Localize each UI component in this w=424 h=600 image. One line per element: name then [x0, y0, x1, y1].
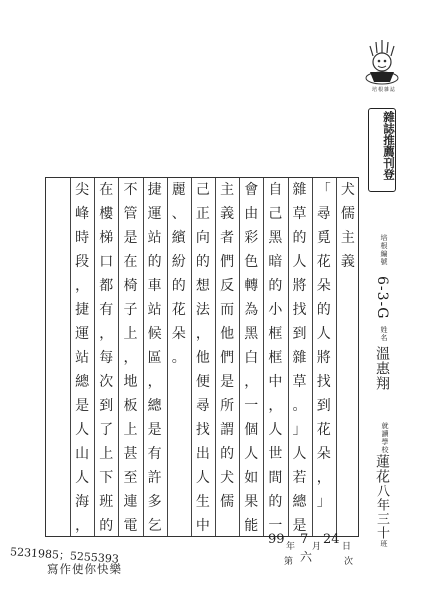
manuscript-character: 中	[268, 374, 283, 390]
manuscript-character: 人	[268, 422, 283, 438]
manuscript-character: 找	[292, 302, 307, 318]
manuscript-character: ，	[316, 470, 331, 486]
manuscript-character: 出	[195, 446, 210, 462]
manuscript-grid	[45, 177, 359, 537]
school-value: 蓮花	[374, 454, 390, 484]
manuscript-character: 尋	[316, 206, 331, 222]
manuscript-character: 了	[99, 422, 114, 438]
manuscript-character: 己	[268, 206, 283, 222]
manuscript-character: 主	[340, 230, 355, 246]
manuscript-character: 一	[268, 518, 283, 534]
serial-value: 6-3-G	[374, 276, 390, 320]
manuscript-character: 許	[147, 470, 162, 486]
manuscript-character: 是	[123, 230, 138, 246]
manuscript-character: 運	[147, 206, 162, 222]
manuscript-character: 是	[220, 374, 235, 390]
manuscript-character: 上	[123, 422, 138, 438]
manuscript-character: 彩	[244, 230, 259, 246]
manuscript-character: 將	[316, 350, 331, 366]
manuscript-character: 海	[75, 494, 90, 510]
manuscript-character: 是	[292, 518, 307, 534]
manuscript-character: 上	[99, 446, 114, 462]
manuscript-character: 樓	[99, 206, 114, 222]
bacon-mascot-logo	[360, 38, 404, 90]
manuscript-character: 每	[99, 350, 114, 366]
manuscript-character: 的	[292, 230, 307, 246]
manuscript-character: 反	[220, 278, 235, 294]
manuscript-character: 的	[220, 446, 235, 462]
manuscript-character: 繽	[171, 230, 186, 246]
manuscript-character: 花	[171, 302, 186, 318]
manuscript-character: ，	[99, 326, 114, 342]
manuscript-character: 覓	[316, 230, 331, 246]
manuscript-character: 們	[220, 254, 235, 270]
manuscript-character: 框	[268, 326, 283, 342]
manuscript-character: ，	[268, 398, 283, 414]
recommend-label: 雜誌推薦刊登	[382, 111, 396, 180]
manuscript-character: 間	[268, 470, 283, 486]
manuscript-character: 多	[147, 494, 162, 510]
manuscript-character: 正	[195, 206, 210, 222]
manuscript-character: 小	[268, 302, 283, 318]
manuscript-character: 朵	[316, 446, 331, 462]
manuscript-character: 如	[244, 470, 259, 486]
manuscript-character: 電	[123, 518, 138, 534]
manuscript-character: 山	[75, 446, 90, 462]
manuscript-character: ，	[75, 278, 90, 294]
manuscript-character: 的	[316, 302, 331, 318]
manuscript-character: 總	[75, 374, 90, 390]
manuscript-character: 花	[316, 254, 331, 270]
manuscript-character: 雜	[292, 182, 307, 198]
manuscript-character: 站	[147, 230, 162, 246]
manuscript-character: 將	[292, 278, 307, 294]
manuscript-character: 為	[244, 302, 259, 318]
manuscript-character: 捷	[75, 302, 90, 318]
stamp-caption: 培根雜誌	[371, 87, 396, 93]
manuscript-character: 區	[147, 350, 162, 366]
manuscript-character: 不	[123, 182, 138, 198]
name-label: 姓名	[380, 326, 388, 342]
manuscript-character: 子	[123, 302, 138, 318]
manuscript-character: 轉	[244, 278, 259, 294]
manuscript-character: 地	[123, 374, 138, 390]
manuscript-character: 自	[268, 182, 283, 198]
manuscript-character: 時	[75, 230, 90, 246]
manuscript-character: 。	[292, 398, 307, 414]
manuscript-character: 至	[123, 470, 138, 486]
manuscript-character: 犬	[220, 470, 235, 486]
manuscript-character: ，	[244, 374, 259, 390]
manuscript-character: 人	[195, 470, 210, 486]
manuscript-character: 便	[195, 374, 210, 390]
school-label: 就讀學校	[381, 422, 389, 454]
manuscript-character: 總	[147, 398, 162, 414]
manuscript-character: 在	[99, 182, 114, 198]
manuscript-character: 的	[147, 254, 162, 270]
manuscript-character: 義	[340, 254, 355, 270]
manuscript-character: 黑	[244, 326, 259, 342]
manuscript-character: 果	[244, 494, 259, 510]
manuscript-character: 想	[195, 278, 210, 294]
manuscript-character: 車	[147, 278, 162, 294]
manuscript-character: 運	[75, 326, 90, 342]
manuscript-character: 、	[171, 206, 186, 222]
manuscript-character: 人	[292, 446, 307, 462]
grade-value: 八年三十	[374, 484, 389, 540]
manuscript-character: 找	[195, 422, 210, 438]
manuscript-character: 己	[195, 182, 210, 198]
manuscript-character: 紛	[171, 254, 186, 270]
manuscript-character: 段	[75, 254, 90, 270]
manuscript-character: ，	[123, 350, 138, 366]
manuscript-character: 在	[123, 254, 138, 270]
manuscript-character: 謂	[220, 422, 235, 438]
manuscript-character: 花	[316, 422, 331, 438]
manuscript-character: 上	[123, 326, 138, 342]
footer-slogan: 寫作使你快樂	[47, 562, 122, 576]
count-suffix: 次	[344, 557, 354, 567]
manuscript-character: 能	[244, 518, 259, 534]
manuscript-character: 黑	[268, 230, 283, 246]
manuscript-character: 生	[195, 494, 210, 510]
manuscript-character: 色	[244, 254, 259, 270]
manuscript-character: 中	[195, 518, 210, 534]
manuscript-character: 到	[99, 398, 114, 414]
manuscript-character: 候	[147, 326, 162, 342]
manuscript-character: 下	[99, 470, 114, 486]
manuscript-character: 尖	[75, 182, 90, 198]
date-month-label: 月	[312, 542, 322, 552]
manuscript-character: 由	[244, 206, 259, 222]
manuscript-character: 草	[292, 374, 307, 390]
manuscript-character: 」	[292, 422, 307, 438]
manuscript-character: 找	[316, 374, 331, 390]
manuscript-character: 」	[316, 494, 331, 510]
manuscript-character: 班	[99, 494, 114, 510]
manuscript-character: 到	[292, 326, 307, 342]
manuscript-character: 朵	[171, 326, 186, 342]
manuscript-character: 者	[220, 230, 235, 246]
manuscript-character: 們	[220, 350, 235, 366]
manuscript-character: 站	[147, 302, 162, 318]
footer-phone-numbers: 5231985；5255393	[9, 545, 120, 566]
manuscript-character: 的	[99, 518, 114, 534]
manuscript-character: 峰	[75, 206, 90, 222]
manuscript-character: 板	[123, 398, 138, 414]
manuscript-character: 雜	[292, 350, 307, 366]
manuscript-character: 捷	[147, 182, 162, 198]
manuscript-character: 他	[195, 350, 210, 366]
manuscript-character: 到	[316, 398, 331, 414]
manuscript-character: 是	[147, 422, 162, 438]
manuscript-character: 框	[268, 350, 283, 366]
manuscript-character: 若	[292, 470, 307, 486]
date-day-value: 24	[323, 532, 340, 547]
manuscript-character: 有	[99, 302, 114, 318]
manuscript-character: 管	[123, 206, 138, 222]
manuscript-character: 都	[99, 278, 114, 294]
manuscript-character: 草	[292, 206, 307, 222]
manuscript-character: 站	[75, 350, 90, 366]
manuscript-character: 。	[171, 350, 186, 366]
manuscript-character: 的	[268, 494, 283, 510]
manuscript-character: 人	[75, 422, 90, 438]
manuscript-character: 「	[316, 182, 331, 198]
manuscript-character: 儒	[340, 206, 355, 222]
manuscript-character: 他	[220, 326, 235, 342]
manuscript-character: 是	[75, 398, 90, 414]
count-value: 六	[300, 550, 313, 564]
manuscript-character: 尋	[195, 398, 210, 414]
manuscript-character: 總	[292, 494, 307, 510]
date-day-label: 日	[342, 542, 352, 552]
manuscript-character: 世	[268, 446, 283, 462]
manuscript-character: 白	[244, 350, 259, 366]
manuscript-character: 暗	[268, 254, 283, 270]
manuscript-character: 的	[195, 254, 210, 270]
manuscript-character: 人	[75, 470, 90, 486]
date-year-value: 99	[268, 532, 285, 547]
name-value: 溫惠翔	[374, 346, 390, 391]
manuscript-character: 人	[316, 326, 331, 342]
manuscript-character: 朵	[316, 278, 331, 294]
manuscript-character: ，	[75, 518, 90, 534]
manuscript-character: 人	[244, 446, 259, 462]
manuscript-character: 人	[292, 254, 307, 270]
manuscript-character: 次	[99, 374, 114, 390]
manuscript-character: 向	[195, 230, 210, 246]
count-prefix: 第	[284, 557, 294, 567]
manuscript-character: 義	[220, 206, 235, 222]
date-year-label: 年	[286, 542, 296, 552]
manuscript-character: 而	[220, 302, 235, 318]
manuscript-character: 麗	[171, 182, 186, 198]
manuscript-character: 梯	[99, 230, 114, 246]
manuscript-character: 儒	[220, 494, 235, 510]
manuscript-character: 的	[268, 278, 283, 294]
manuscript-character: 乞	[147, 518, 162, 534]
manuscript-character: 口	[99, 254, 114, 270]
manuscript-character: 連	[123, 494, 138, 510]
manuscript-character: 犬	[340, 182, 355, 198]
manuscript-character: 個	[244, 422, 259, 438]
manuscript-character: 甚	[123, 446, 138, 462]
manuscript-character: 的	[171, 278, 186, 294]
manuscript-character: ，	[195, 326, 210, 342]
manuscript-character: 法	[195, 302, 210, 318]
manuscript-character: 會	[244, 182, 259, 198]
manuscript-character: 一	[244, 398, 259, 414]
manuscript-character: 主	[220, 182, 235, 198]
serial-label: 培根編號	[380, 234, 388, 266]
manuscript-character: 所	[220, 398, 235, 414]
date-month-value: 7	[300, 532, 309, 547]
recommend-stamp-box	[368, 108, 396, 192]
manuscript-character: 有	[147, 446, 162, 462]
manuscript-character: ，	[147, 374, 162, 390]
manuscript-character: 椅	[123, 278, 138, 294]
grade-suffix: 班	[380, 540, 388, 548]
